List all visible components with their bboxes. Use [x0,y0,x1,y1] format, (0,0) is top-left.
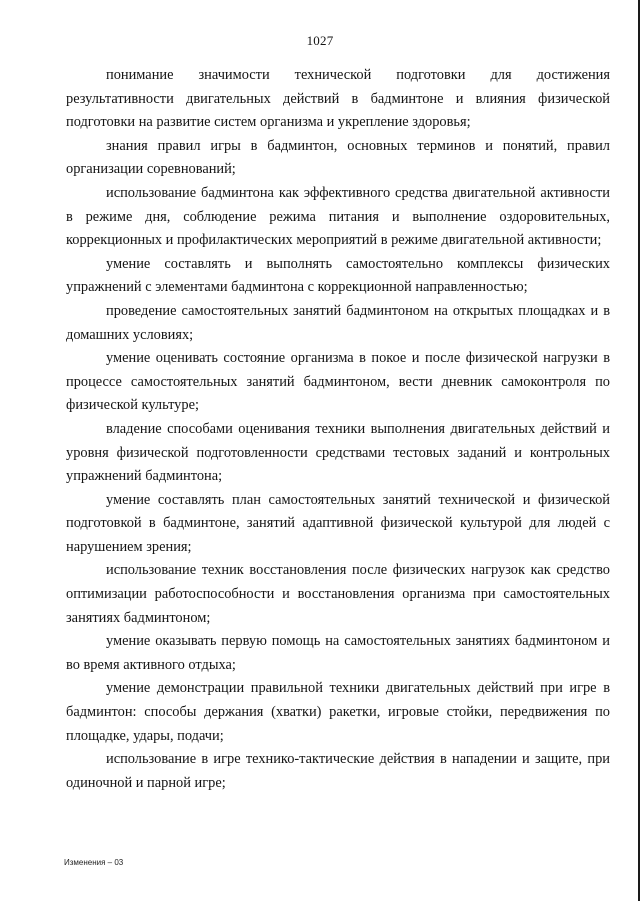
paragraph: умение составлять и выполнять самостоятельно комплексы физических упражнений с элементами бадминтона с коррекционной направленностью; [66,255,610,296]
paragraph: знания правил игры в бадминтон, основных терминов и понятий, правил организации соревнований; [66,137,610,178]
body-text [66,64,610,795]
paragraph: умение демонстрации правильной техники двигательных действий при игре в бадминтон: способы держания (хватки) ракетки, игровые стойки, передвижения по площадке, удары, подачи; [66,680,610,744]
revision-footer: Изменения – 03 [64,858,124,867]
paragraph: владение способами оценивания техники выполнения двигательных действий и уровня физической подготовленности средствами тестовых заданий и контрольных упражнений бадминтона; [66,420,610,485]
paragraph: проведение самостоятельных занятий бадминтоном на открытых площадках и в домашних условиях; [66,302,610,343]
page-number: 1027 [306,33,334,48]
paragraph: использование бадминтона как эффективного средства двигательной активности в режиме дня, соблюдение режима питания и выполнение оздоровительных, коррекционных и профилактических мероприятий в режиме двигательной активности; [66,184,610,249]
paragraph: умение оказывать первую помощь на самостоятельных занятиях бадминтоном и во время активного отдыха; [66,633,610,673]
paragraph: понимание значимости технической подготовки для достижения результативности двигательных действий в бадминтоне и влияния физической подготовки на развитие систем организма и укрепление здоровья; [66,67,610,131]
paragraph: использование в игре технико-тактические действия в нападении и защите, при одиночной и парной игре; [66,751,610,791]
paragraph: умение составлять план самостоятельных занятий технической и физической подготовкой в бадминтоне, занятий адаптивной физической культурой для людей с нарушением зрения; [66,491,610,555]
paragraph: использование техник восстановления после физических нагрузок как средство оптимизации работоспособности и восстановления организма при самостоятельных занятиях бадминтоном; [66,562,610,626]
paragraph: умение оценивать состояние организма в покое и после физической нагрузки в процессе самостоятельных занятий бадминтоном, вести дневник самоконтроля по физической культуре; [66,350,610,414]
